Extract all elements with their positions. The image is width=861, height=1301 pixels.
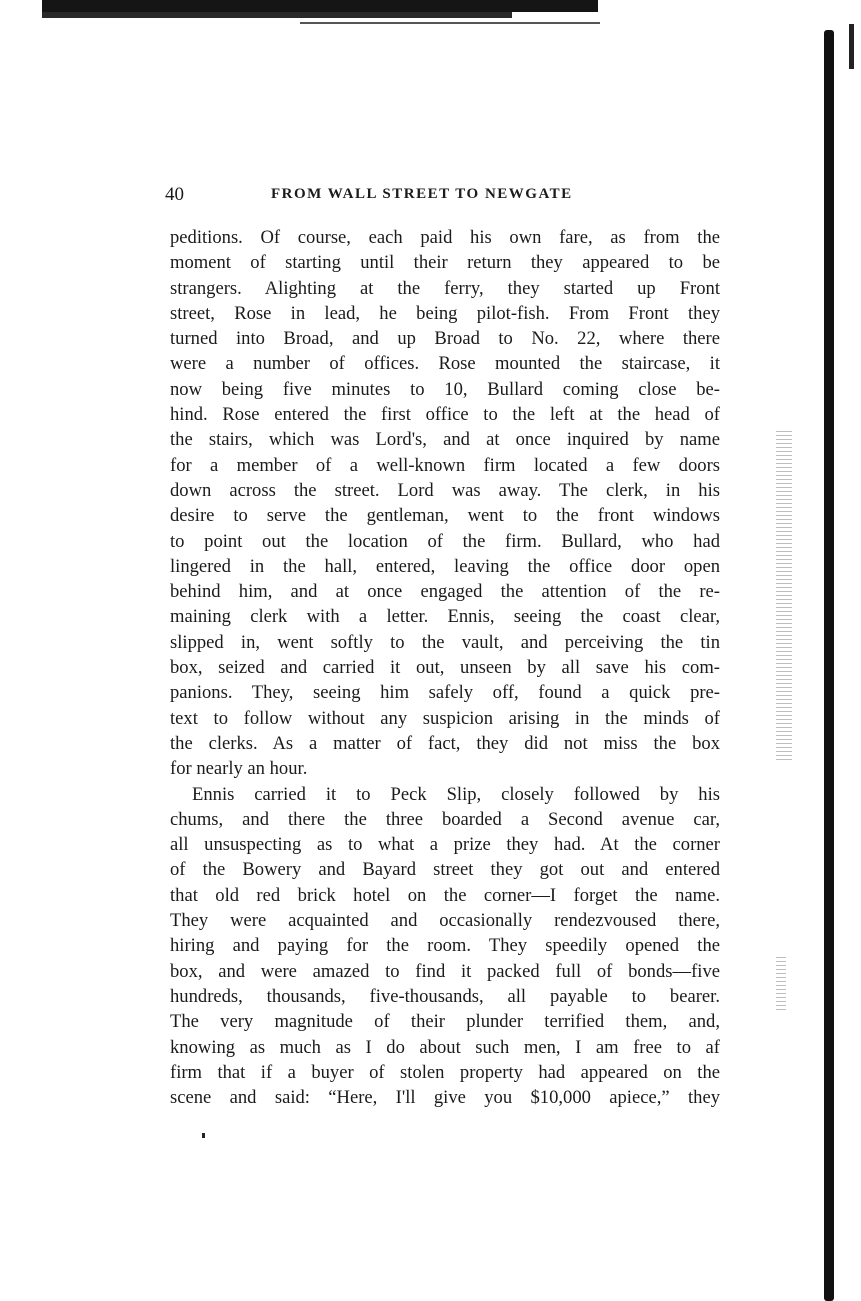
text-line: of the Bowery and Bayard street they got out and entered xyxy=(170,859,720,881)
text-line: firm that if a buyer of stolen property had appeared on the xyxy=(170,1061,720,1083)
text-line: hundreds, thousands, five-thousands, all payable to bearer. xyxy=(170,985,720,1007)
text-line: now being five minutes to 10, Bullard coming close be- xyxy=(170,378,720,400)
ink-speck xyxy=(202,1133,205,1138)
text-line: turned into Broad, and up Broad to No. 22, where there xyxy=(170,328,720,350)
page-header xyxy=(165,184,725,210)
text-line: box, and were amazed to find it packed full of bonds—five xyxy=(170,960,720,982)
text-line: scene and said: “Here, I'll give you $10,000 apiece,” they xyxy=(170,1087,720,1109)
running-title: FROM WALL STREET TO NEWGATE xyxy=(271,186,573,202)
text-line: to point out the location of the firm. Bullard, who had xyxy=(170,530,720,552)
text-line: were a number of offices. Rose mounted the staircase, it xyxy=(170,353,720,375)
text-line: peditions. Of course, each paid his own fare, as from the xyxy=(170,227,720,248)
text-line: hind. Rose entered the first office to the left at the head of xyxy=(170,404,720,426)
text-line: behind him, and at once engaged the attention of the re- xyxy=(170,581,720,603)
text-line: moment of starting until their return they appeared to be xyxy=(170,252,720,274)
text-line: the stairs, which was Lord's, and at once inquired by name xyxy=(170,429,720,451)
scan-edge-top-bar xyxy=(42,0,598,12)
text-line: The very magnitude of their plunder terrified them, and, xyxy=(170,1011,720,1033)
scan-edge-top-bar-lower xyxy=(42,12,512,18)
text-line: text to follow without any suspicion arising in the minds of xyxy=(170,707,720,729)
text-line: for nearly an hour. xyxy=(170,758,308,780)
text-line: that old red brick hotel on the corner—I forget the name. xyxy=(170,884,720,906)
text-line: the clerks. As a matter of fact, they did not miss the box xyxy=(170,732,720,754)
text-line: lingered in the hall, entered, leaving the office door open xyxy=(170,555,720,577)
text-line: knowing as much as I do about such men, I am free to af xyxy=(170,1036,720,1058)
scan-edge-right-tick xyxy=(849,24,854,69)
text-line: desire to serve the gentleman, went to the front windows xyxy=(170,505,720,527)
text-line: slipped in, went softly to the vault, and perceiving the tin xyxy=(170,631,720,653)
body-text xyxy=(170,225,720,1110)
text-line: box, seized and carried it out, unseen by all save his com- xyxy=(170,657,720,679)
text-line: maining clerk with a letter. Ennis, seeing the coast clear, xyxy=(170,606,720,628)
text-line: Ennis carried it to Peck Slip, closely followed by his xyxy=(192,783,720,805)
text-line: all unsuspecting as to what a prize they had. At the corner xyxy=(170,834,720,856)
text-line: panions. They, seeing him safely off, found a quick pre- xyxy=(170,682,720,704)
scan-edge-right-binding xyxy=(824,30,834,1301)
scan-bleed-mark-lower xyxy=(776,955,786,1010)
scan-edge-top-rule xyxy=(300,22,600,24)
text-line: They were acquainted and occasionally rendezvoused there, xyxy=(170,910,720,932)
text-line: strangers. Alighting at the ferry, they started up Front xyxy=(170,277,720,299)
text-line: hiring and paying for the room. They speedily opened the xyxy=(170,935,720,957)
page-number: 40 xyxy=(165,184,184,205)
text-line: for a member of a well-known firm located a few doors xyxy=(170,454,720,476)
text-line: street, Rose in lead, he being pilot-fish. From Front they xyxy=(170,302,720,324)
text-line: chums, and there the three boarded a Second avenue car, xyxy=(170,808,720,830)
text-line: down across the street. Lord was away. The clerk, in his xyxy=(170,479,720,501)
scan-bleed-mark-upper xyxy=(776,430,792,760)
